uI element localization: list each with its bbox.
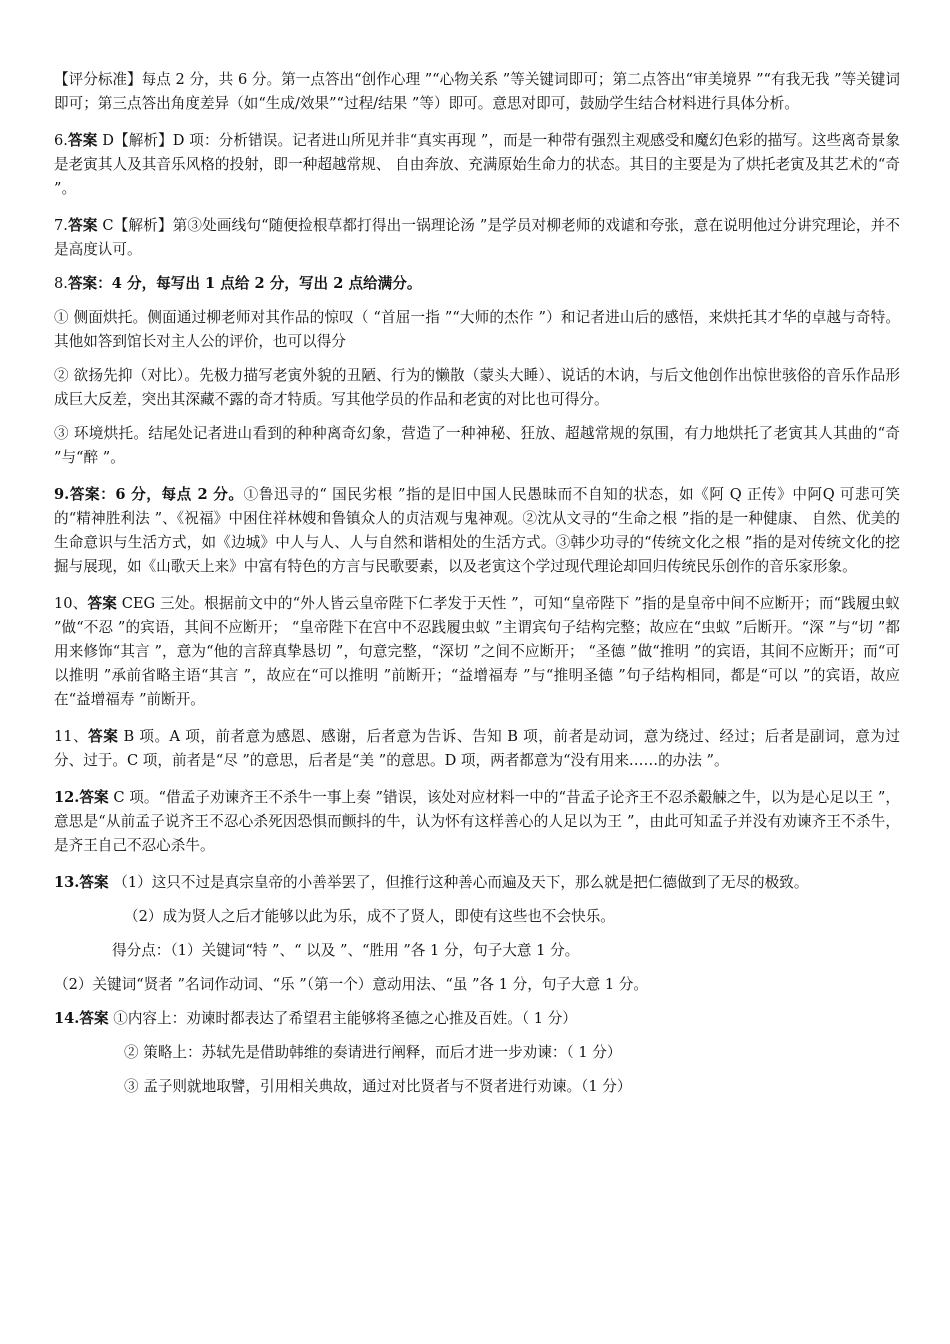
answer-6: 6.答案 D【解析】D 项：分析错误。记者进山所见并非“真实再现 ”，而是一种带有强烈主观感受和魔幻色彩的描写。这些离奇景象是老寅其人及其音乐风格的投射，即一种超越常规、 自由奔放、充满原始生命力的状态。其目的主要是为了烘托老寅及其艺术的“奇 ”。: [54, 132, 900, 197]
answer-13-scoring-2: （2）关键词“贤者 ”名词作动词、“乐 ”（第一个）意动用法、“虽 ”各 1 分，句子大意 1 分。: [54, 976, 648, 993]
answer-14-line-3: ③ 孟子则就地取譬，引用相关典故，通过对比贤者与不贤者进行劝谏。（1 分）: [124, 1078, 632, 1095]
document-page: [54, 68, 900, 1099]
answer-7: 7.答案 C【解析】第③处画线句“随便捡根草都打得出一锅理论汤 ”是学员对柳老师的戏谑和夸张，意在说明他过分讲究理论，并不是高度认可。: [54, 217, 900, 258]
answer-8-item-2: ② 欲扬先抑（对比）。先极力描写老寅外貌的丑陋、行为的懒散（蒙头大睡）、说话的木讷，与后文他创作出惊世骇俗的音乐作品形成巨大反差，突出其深藏不露的奇才特质。写其他学员的作品和老寅的对比也可得分。: [54, 367, 900, 408]
answer-12: 12.答案 C 项。“借孟子劝谏齐王不杀牛一事上奏 ”错误，该处对应材料一中的“昔孟子论齐王不忍杀觳觫之牛，以为是心足以王 ”，意思是“从前孟子说齐王不忍心杀死因恐惧而颤抖的牛，认为怀有这样善心的人足以为王 ”，由此可知孟子并没有劝谏齐王不杀牛，是齐王自己不忍心杀牛。: [54, 789, 900, 854]
answer-14: 14.答案 ①内容上：劝谏时都表达了希望君主能够将圣德之心推及百姓。（ 1 分）: [54, 1010, 577, 1027]
answer-8: 8.答案：4 分，每写出 1 点给 2 分，写出 2 点给满分。: [54, 275, 422, 292]
answer-13-scoring: 得分点：（1）关键词“特 ”、“ 以及 ”、“胜用 ”各 1 分，句子大意 1 分。: [112, 942, 580, 959]
answer-14-line-2: ② 策略上：苏轼先是借助韩维的奏请进行阐释，而后才进一步劝谏：（ 1 分）: [124, 1044, 622, 1061]
answer-8-item-3: ③ 环境烘托。结尾处记者进山看到的种种离奇幻象，营造了一种神秘、狂放、超越常规的氛围，有力地烘托了老寅其人其曲的“奇 ”与“醉 ”。: [54, 425, 900, 466]
answer-10: 10、答案 CEG 三处。根据前文中的“外人皆云皇帝陛下仁孝发于天性 ”，可知“皇帝陛下 ”指的是皇帝中间不应断开；而“践履虫蚁 ”做“不忍 ”的宾语，其间不应断开； “皇帝陛下在宫中不忍践履虫蚁 ”主谓宾句子结构完整；故应在“虫蚁 ”后断开。“深 ”与“切 ”都用来修饰“其言 ”，意为“他的言辞真挚恳切 ”，句意完整，“深切 ”之间不应断开； “圣德 ”做“推明 ”的宾语，其间不应断开；而“可以推明 ”承前省略主语“其言 ”，故应在“可以推明 ”前断开；“益增福寿 ”与“推明圣德 ”句子结构相同，都是“可以 ”的宾语，故应在“益增福寿 ”前断开。: [54, 595, 900, 708]
grading-standard: 【评分标准】每点 2 分，共 6 分。第一点答出“创作心理 ”“心物关系 ”等关键词即可；第二点答出“审美境界 ”“有我无我 ”等关键词即可；第三点答出角度差异（如“生成/效果”“过程/结果 ”等）即可。意思对即可，鼓励学生结合材料进行具体分析。: [54, 71, 900, 112]
answer-11: 11、答案 B 项。A 项，前者意为感恩、感谢，后者意为告诉、告知 B 项，前者是动词，意为绕过、经过；后者是副词，意为过分、过于。C 项，前者是“尽 ”的意思，后者是“美 ”的意思。D 项，两者都意为“没有用来……的办法 ”。: [54, 728, 900, 769]
answer-13-line-2: （2）成为贤人之后才能够以此为乐，成不了贤人，即使有这些也不会快乐。: [124, 908, 615, 925]
answer-9: 9.答案：6 分，每点 2 分。①鲁迅寻的“ 国民劣根 ”指的是旧中国人民愚昧而不自知的状态，如《阿 Q 正传》中阿Q 可悲可笑的“精神胜利法 ”、《祝福》中困住祥林嫂和鲁镇众人的贞洁观与鬼神观。②沈从文寻的“生命之根 ”指的是一种健康、 自然、优美的生命意识与生活方式，如《边城》中人与人、人与自然和谐相处的生活方式。③韩少功寻的“传统文化之根 ”指的是对传统文化的挖掘与展现，如《山歌天上来》中富有特色的方言与民歌要素，以及老寅这个学过现代理论却回归传统民乐创作的音乐家形象。: [54, 486, 900, 575]
answer-13: 13.答案 （1）这只不过是真宗皇帝的小善举罢了，但推行这种善心而遍及天下，那么就是把仁德做到了无尽的极致。: [54, 874, 809, 891]
answer-8-item-1: ① 侧面烘托。侧面通过柳老师对其作品的惊叹（ “首屈一指 ”“大师的杰作 ”）和记者进山后的感悟，来烘托其才华的卓越与奇特。其他如答到馆长对主人公的评价，也可以得分: [54, 309, 900, 350]
